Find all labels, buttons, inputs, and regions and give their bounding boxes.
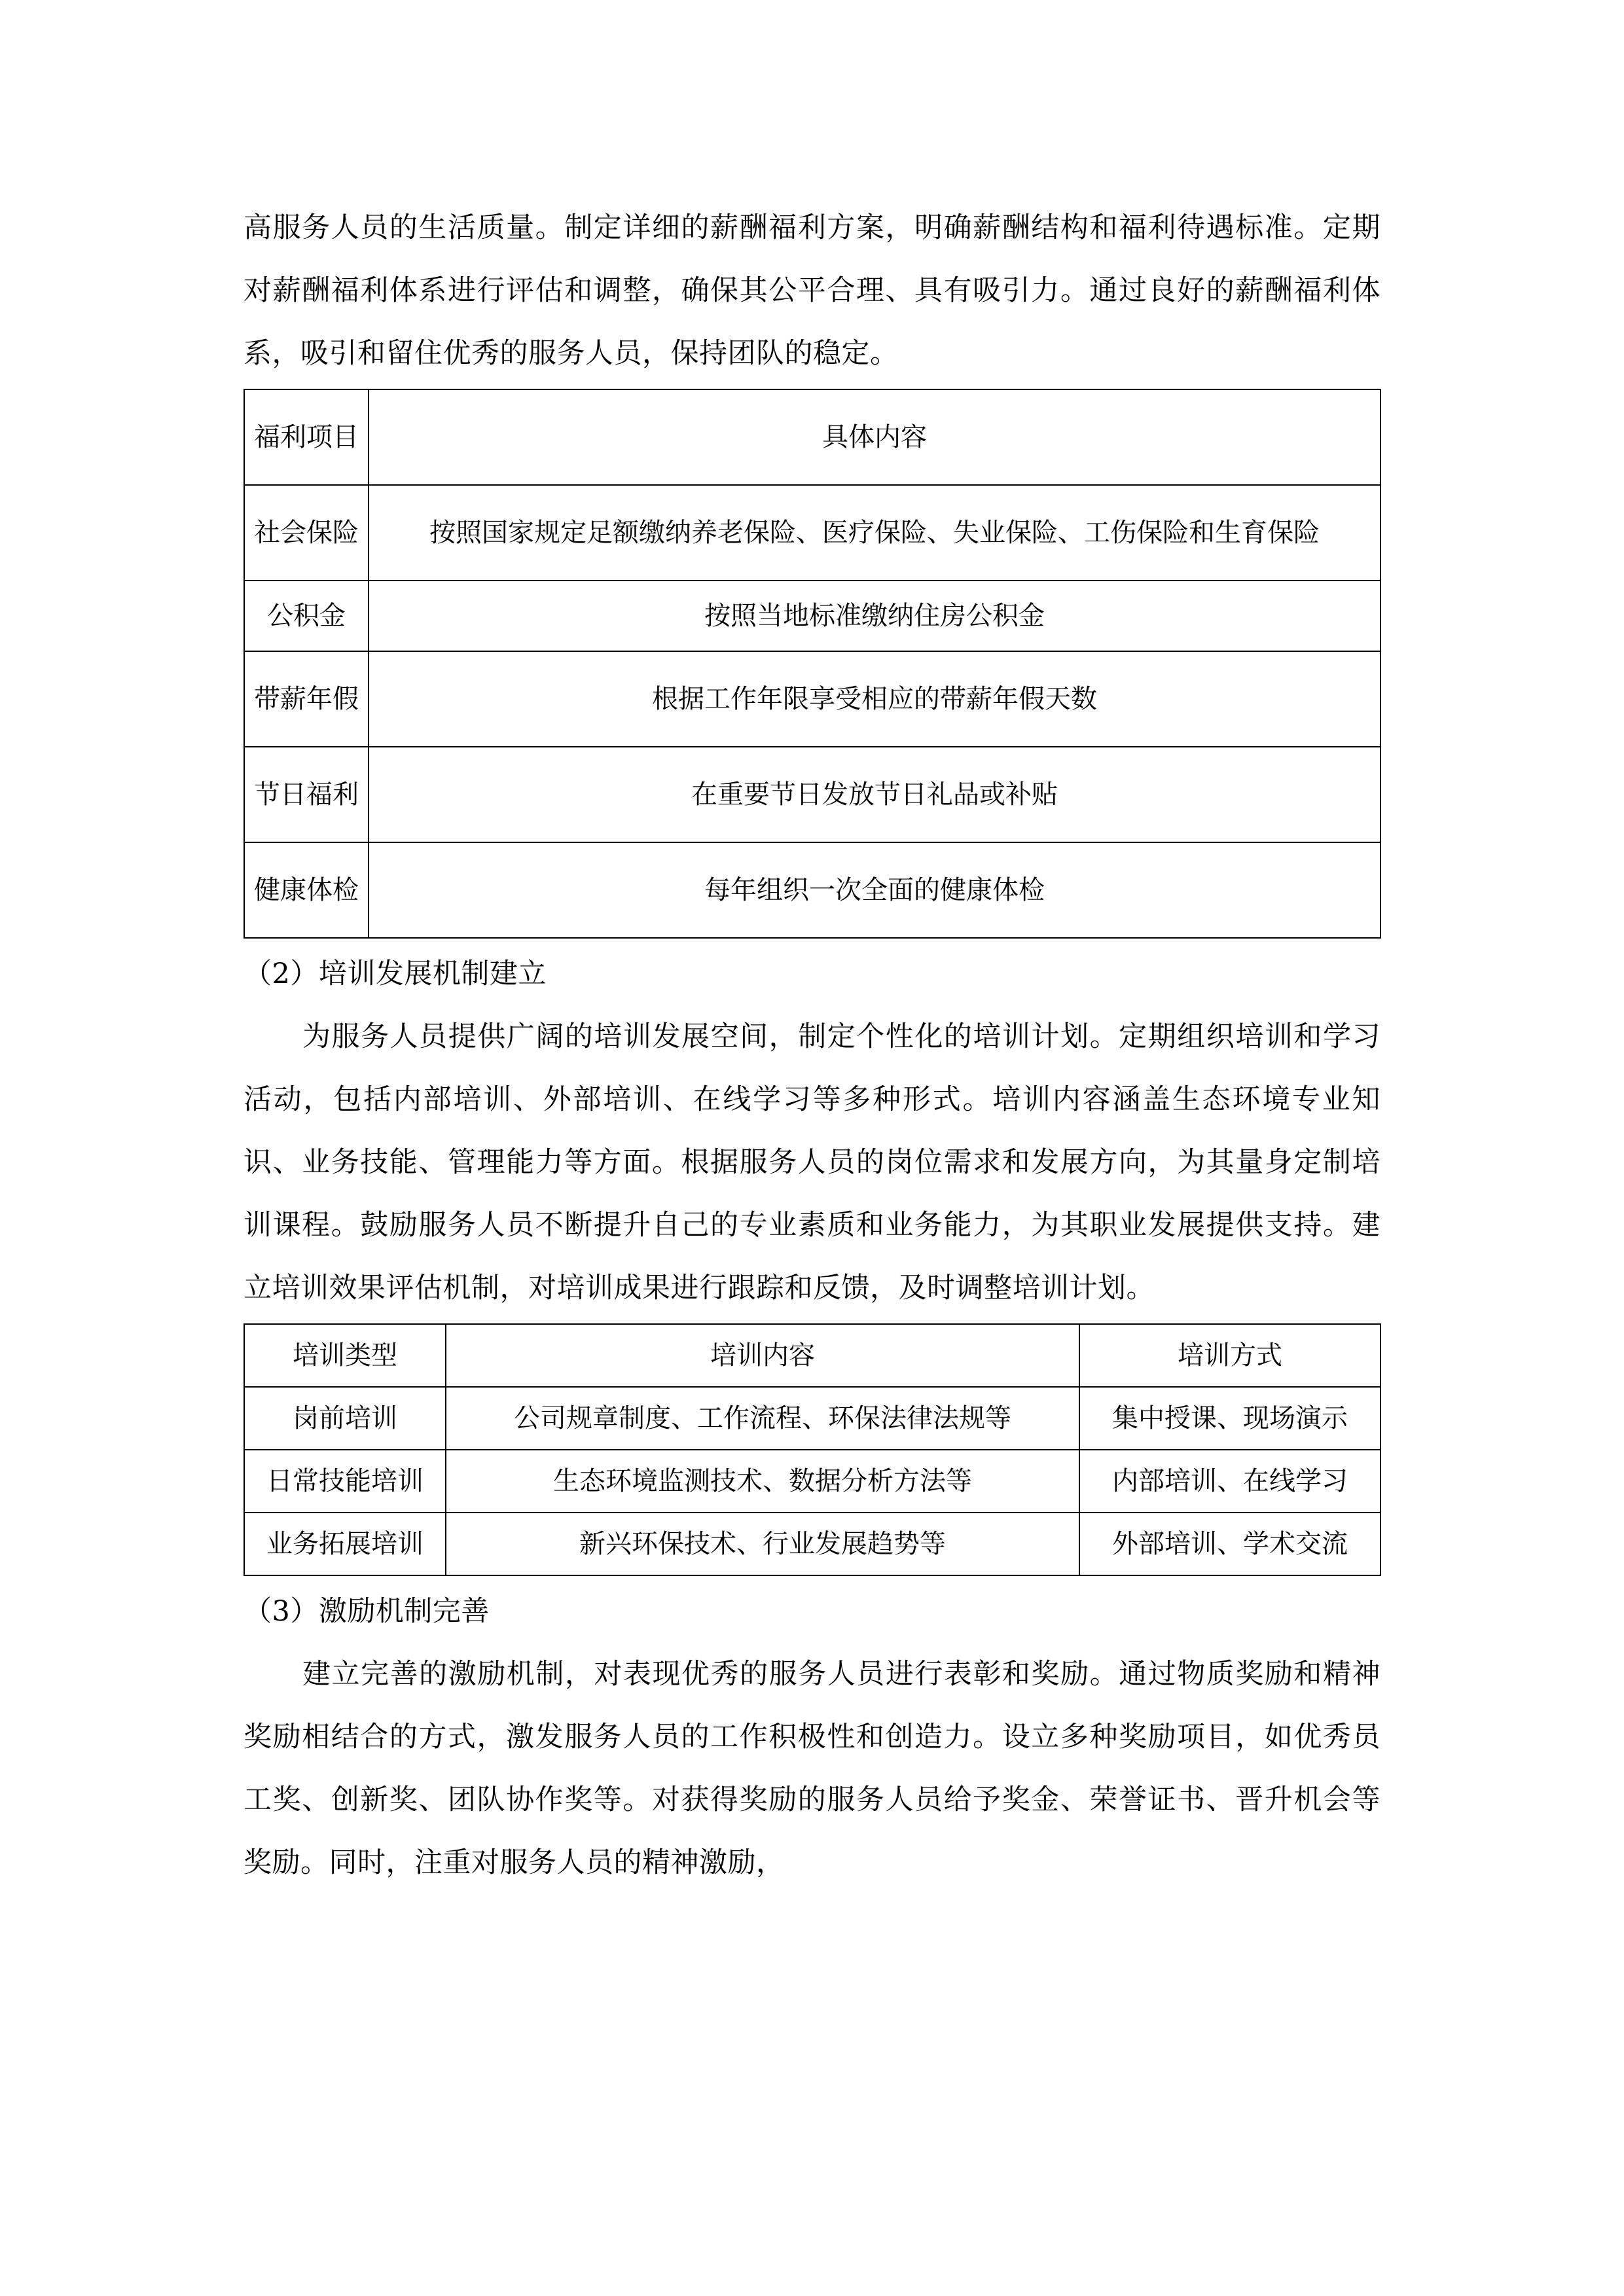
table-row [244,842,1380,938]
training-method: 内部培训、在线学习 [1079,1450,1380,1513]
benefits-item-name: 节日福利 [244,747,369,842]
benefits-item-name: 带薪年假 [244,651,369,747]
table-row [244,581,1380,651]
benefits-table [244,389,1381,939]
training-content: 生态环境监测技术、数据分析方法等 [446,1450,1079,1513]
training-method: 集中授课、现场演示 [1079,1387,1380,1450]
training-header-type: 培训类型 [244,1324,446,1387]
training-method: 外部培训、学术交流 [1079,1513,1380,1575]
benefits-item-content: 每年组织一次全面的健康体检 [369,842,1380,938]
table-row [244,747,1380,842]
benefits-header-item: 福利项目 [244,389,369,485]
benefits-item-content: 按照国家规定足额缴纳养老保险、医疗保险、失业保险、工伤保险和生育保险 [369,485,1380,581]
training-content: 公司规章制度、工作流程、环保法律法规等 [446,1387,1079,1450]
training-header-method: 培训方式 [1079,1324,1380,1387]
training-content: 新兴环保技术、行业发展趋势等 [446,1513,1079,1575]
benefits-item-name: 健康体检 [244,842,369,938]
benefits-item-name: 公积金 [244,581,369,651]
table-row-header [244,389,1380,485]
section-heading-incentive: （3）激励机制完善 [244,1595,490,1628]
benefits-item-content: 根据工作年限享受相应的带薪年假天数 [369,651,1380,747]
training-table [244,1323,1381,1576]
training-type: 岗前培训 [244,1387,446,1450]
paragraph-salary-benefits: 高服务人员的生活质量。制定详细的薪酬福利方案，明确薪酬结构和福利待遇标准。定期对薪酬福利体系进行评估和调整，确保其公平合理、具有吸引力。通过良好的薪酬福利体系，吸引和留住优秀的服务人员，保持团队的稳定。 [244,211,1380,370]
paragraph-incentive-mechanism: 建立完善的激励机制，对表现优秀的服务人员进行表彰和奖励。通过物质奖励和精神奖励相结合的方式，激发服务人员的工作积极性和创造力。设立多种奖励项目，如优秀员工奖、创新奖、团队协作奖等。对获得奖励的服务人员给予奖金、荣誉证书、晋升机会等奖励。同时，注重对服务人员的精神激励， [244,1658,1380,1879]
benefits-item-content: 在重要节日发放节日礼品或补贴 [369,747,1380,842]
training-header-content: 培训内容 [446,1324,1079,1387]
table-row [244,651,1380,747]
paragraph-training-mechanism: 为服务人员提供广阔的培训发展空间，制定个性化的培训计划。定期组织培训和学习活动，包括内部培训、外部培训、在线学习等多种形式。培训内容涵盖生态环境专业知识、业务技能、管理能力等方面。根据服务人员的岗位需求和发展方向，为其量身定制培训课程。鼓励服务人员不断提升自己的专业素质和业务能力，为其职业发展提供支持。建立培训效果评估机制，对培训成果进行跟踪和反馈，及时调整培训计划。 [244,1020,1380,1304]
table-row [244,1450,1380,1513]
table-row [244,1387,1380,1450]
table-row [244,485,1380,581]
benefits-header-content: 具体内容 [369,389,1380,485]
training-type: 日常技能培训 [244,1450,446,1513]
benefits-item-name: 社会保险 [244,485,369,581]
benefits-item-content: 按照当地标准缴纳住房公积金 [369,581,1380,651]
table-row-header [244,1324,1380,1387]
table-row [244,1513,1380,1575]
section-heading-training: （2）培训发展机制建立 [244,958,547,990]
training-type: 业务拓展培训 [244,1513,446,1575]
